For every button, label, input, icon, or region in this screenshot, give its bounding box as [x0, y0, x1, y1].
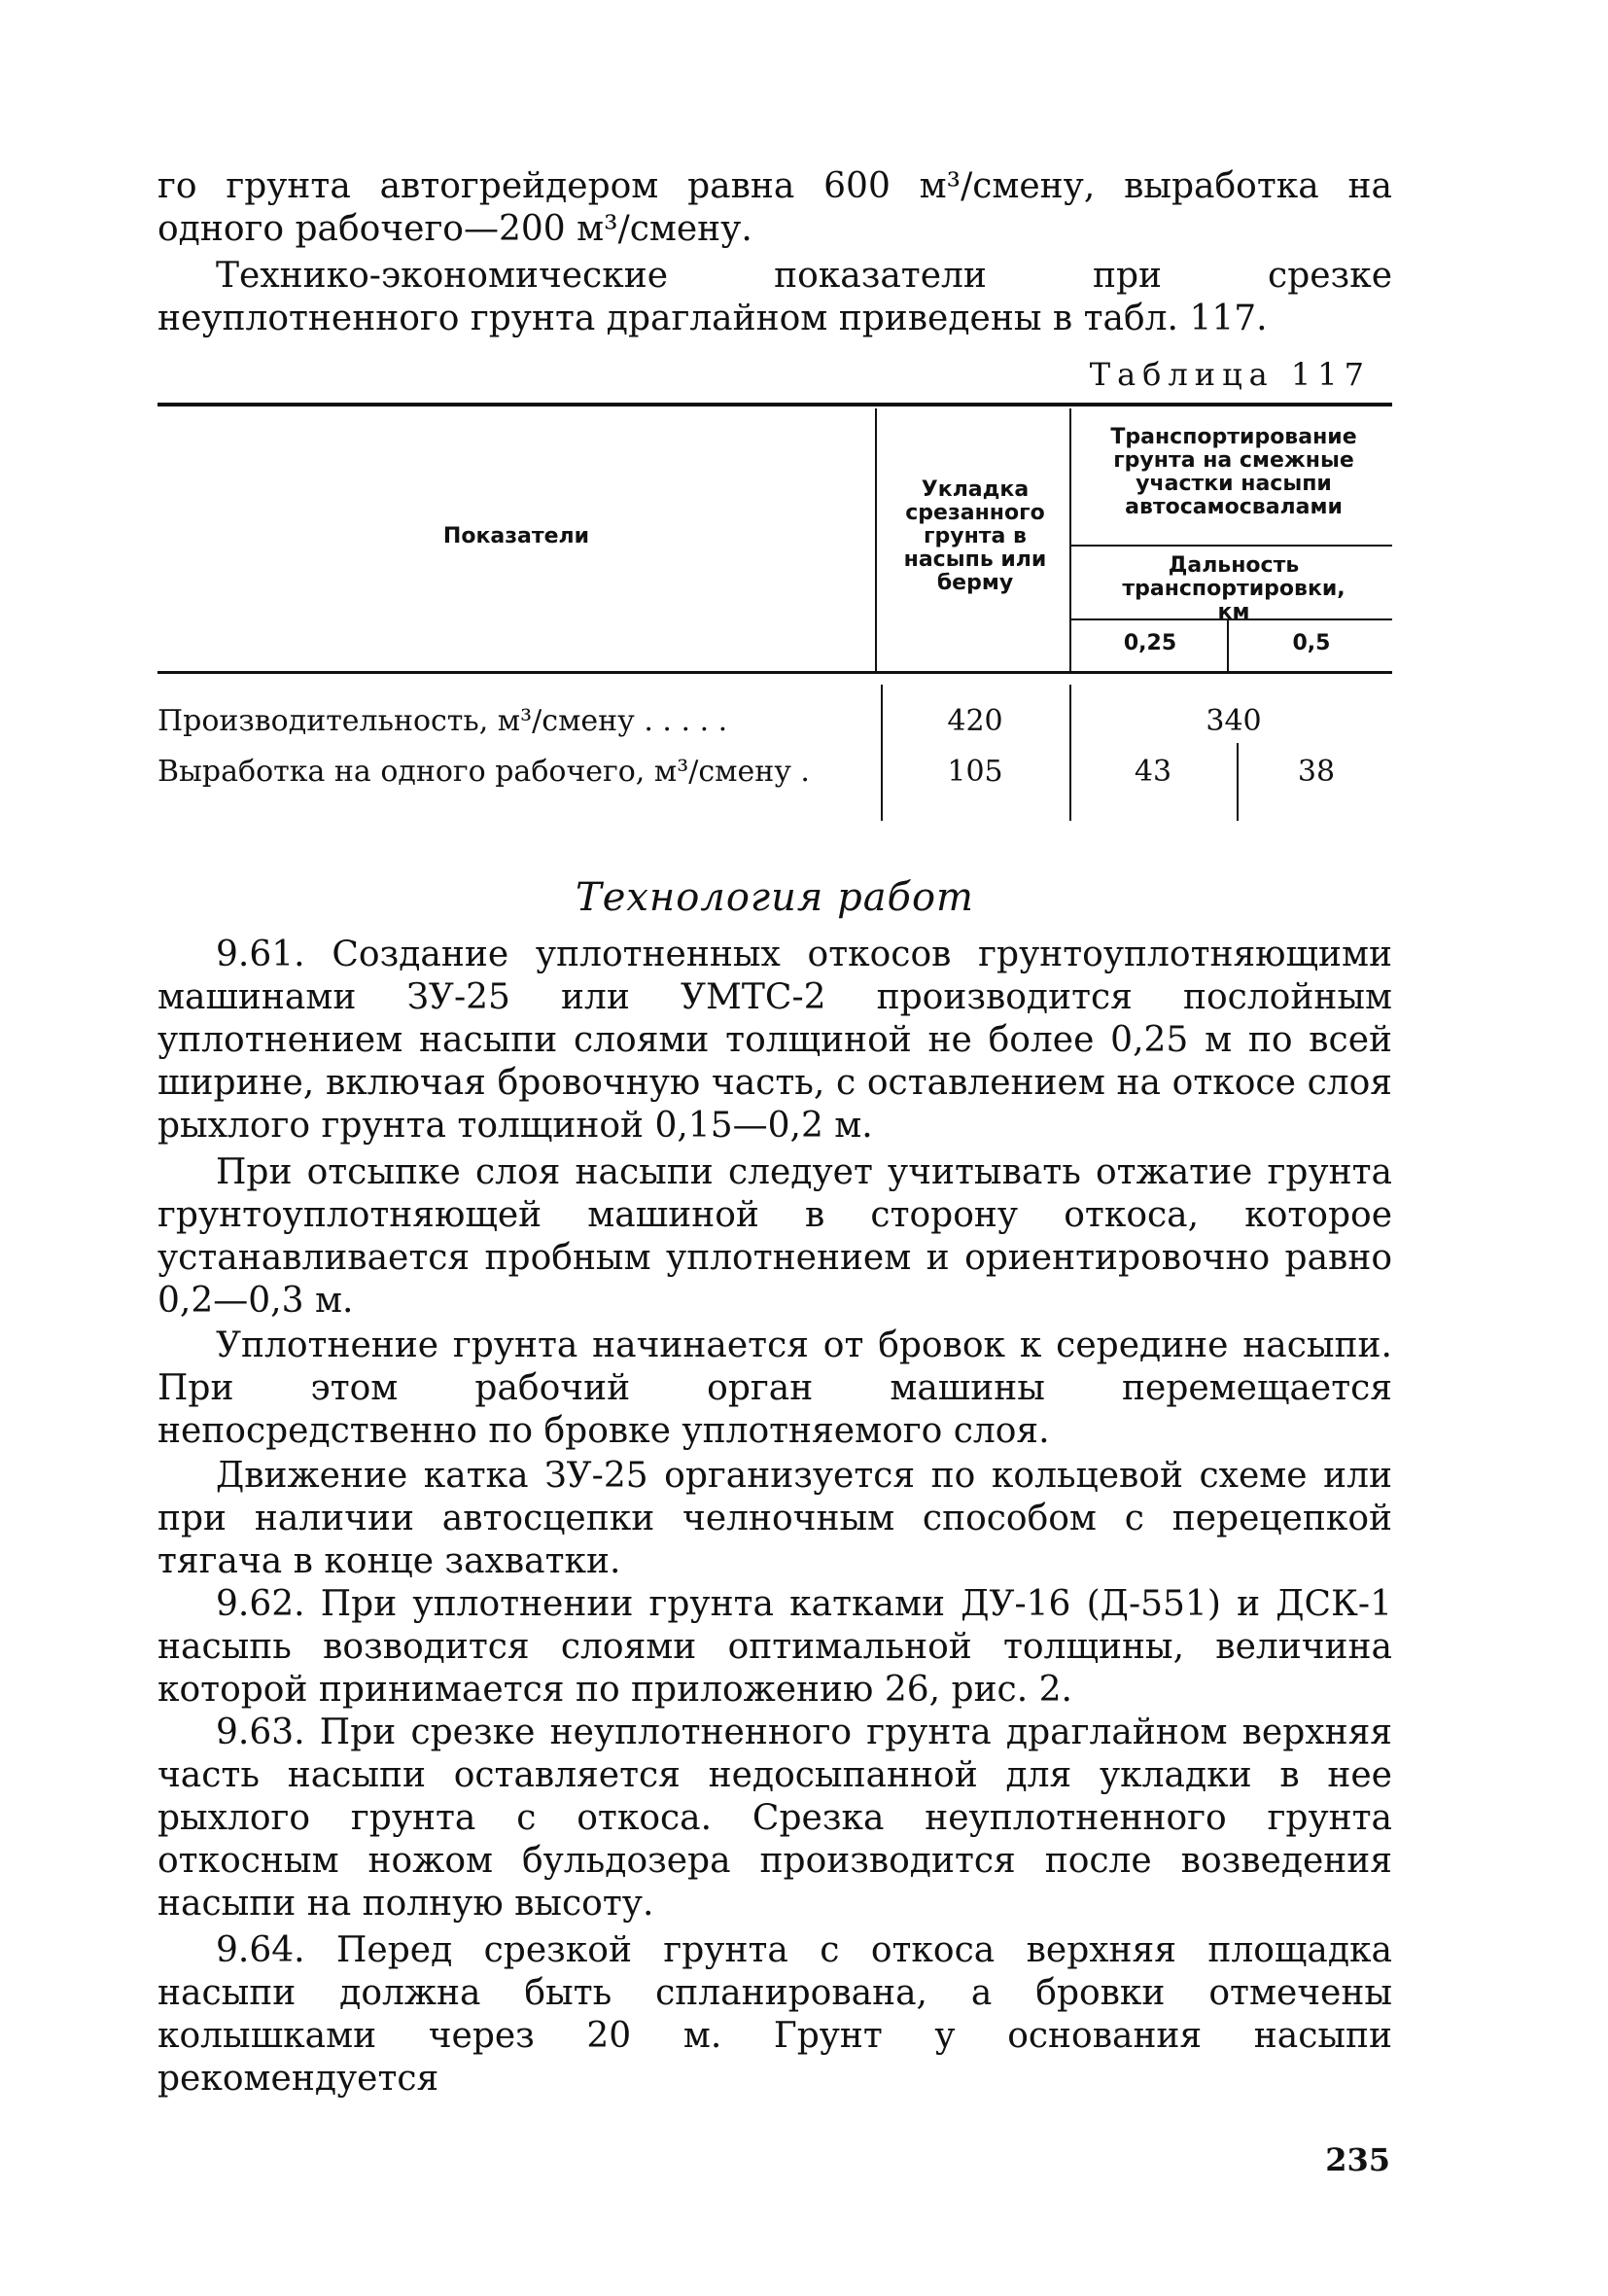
- header-transport: Транспортирование грунта на смежные участки насыпи автосамосвалами: [1110, 425, 1357, 519]
- table-body-vline-1: [881, 685, 883, 821]
- header-distance: Дальность транспортировки, км: [1122, 553, 1346, 624]
- table-vline-2: [1069, 408, 1071, 671]
- paragraph-9-61: 9.61. Создание уплотненных откосов грунтоуплотняющими машинами ЗУ-25 или УМТС-2 производится послойным уплотнением насыпи слоями толщиной не более 0,25 м по всей ширине, включая бровочную часть, с оставлением на откосе слоя рыхлого грунта толщиной 0,15—0,2 м.: [157, 935, 1392, 1146]
- cell-output-05: 38: [1297, 755, 1336, 789]
- header-placement: Укладка срезанного грунта в насыпь или берму: [903, 477, 1047, 595]
- row-label-productivity: Производительность, м³/смену . . . . .: [157, 704, 728, 738]
- section-title: Технология работ: [576, 875, 974, 920]
- table-body-vline-3: [1237, 743, 1239, 821]
- cell-productivity-placement: 420: [947, 704, 1003, 738]
- table-sub-rule-1: [1071, 545, 1392, 547]
- paragraph-9-62: 9.62. При уплотнении грунта катками ДУ-16 (Д-551) и ДСК-1 насыпь возводится слоями оптимальной толщины, величина которой принимается по приложению 26, рис. 2.: [157, 1584, 1392, 1710]
- table-header-rule: [157, 671, 1392, 674]
- paragraph-9-63: 9.63. При срезке неуплотненного грунта драглайном верхняя часть насыпи оставляется недосыпанной для укладки в нее рыхлого грунта с откоса. Срезка неуплотненного грунта откосным ножом бульдозера производится после возведения насыпи на полную высоту.: [157, 1713, 1392, 1924]
- cell-output-placement: 105: [947, 755, 1003, 789]
- paragraph-9-64: 9.64. Перед срезкой грунта с откоса верхняя площадка насыпи должна быть спланирована, а бровки отмечены колышками через 20 м. Грунт у основания насыпи рекомендуется: [157, 1930, 1392, 2099]
- header-distance-05: 0,5: [1292, 631, 1331, 655]
- cell-output-025: 43: [1134, 755, 1172, 789]
- paragraph-9-61-b: При отсыпке слоя насыпи следует учитывать отжатие грунта грунтоуплотняющей машиной в сторону откоса, которое устанавливается пробным уплотнением и ориентировочно равно 0,2—0,3 м.: [157, 1152, 1392, 1321]
- page-number: 235: [1325, 2141, 1390, 2178]
- header-indicators: Показатели: [442, 524, 590, 548]
- header-distance-025: 0,25: [1123, 631, 1177, 655]
- paragraph-9-61-d: Движение катка ЗУ-25 организуется по кольцевой схеме или при наличии автосцепки челночным способом с перецепкой тягача в конце захватки.: [157, 1456, 1392, 1581]
- paragraph-intro: го грунта автогрейдером равна 600 м³/смену, выработка на одного рабочего—200 м³/смену.: [157, 166, 1392, 249]
- table-caption: Таблица 117: [1089, 356, 1371, 393]
- row-label-output: Выработка на одного рабочего, м³/смену .: [157, 755, 810, 789]
- table-117: [157, 403, 1392, 830]
- paragraph-9-61-c: Уплотнение грунта начинается от бровок к середине насыпи. При этом рабочий орган машины перемещается непосредственно по бровке уплотняемого слоя.: [157, 1325, 1392, 1451]
- table-vline-3: [1227, 620, 1229, 671]
- cell-productivity-transport: 340: [1206, 704, 1262, 738]
- table-top-rule: [157, 403, 1392, 406]
- paragraph-table-reference: Технико-экономические показатели при срезке неуплотненного грунта драглайном приведены в табл. 117.: [157, 256, 1392, 338]
- table-body-vline-2: [1069, 685, 1071, 821]
- table-vline-1: [875, 408, 877, 671]
